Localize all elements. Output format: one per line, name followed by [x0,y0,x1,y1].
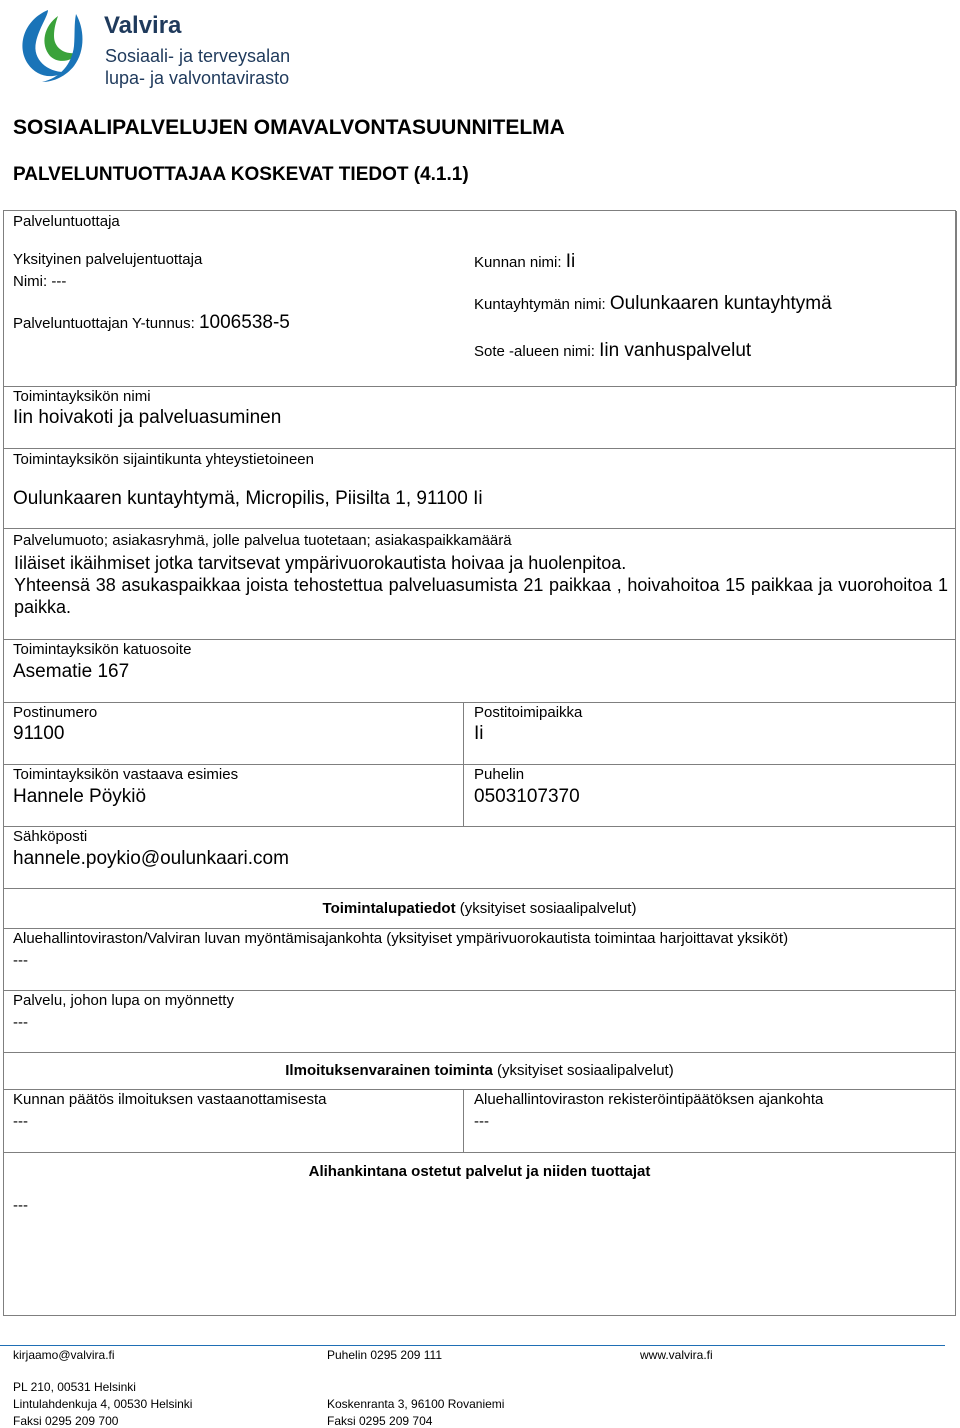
city-value: Ii [474,723,484,744]
municipal-decision-value: --- [13,1113,28,1130]
licence-heading-rest: (yksityiset sosiaalipalvelut) [455,900,637,917]
divider [4,990,955,991]
sote-label: Sote -alueen nimi: [474,343,595,360]
unit-service-line-1: Iiläiset ikäihmiset jotka tarvitsevat ympärivuorokautista hoivaa ja huolenpitoa. [14,553,627,573]
postal-code-value: 91100 [13,723,65,744]
document-subtitle: PALVELUNTUOTTAJAA KOSKEVAT TIEDOT (4.1.1) [13,164,469,185]
unit-service-description [14,552,948,618]
city-label: Postitoimipaikka [474,704,583,721]
manager-label: Toimintayksikön vastaava esimies [13,766,239,783]
sote-row [474,340,751,362]
divider [4,928,955,929]
sote-value: Iin vanhuspalvelut [599,340,752,361]
postal-code-label: Postinumero [13,704,98,721]
divider [956,211,957,386]
provider-section-label: Palveluntuottaja [13,213,120,230]
manager-value: Hannele Pöykiö [13,786,147,807]
logo-name: Valvira [104,12,182,39]
divider [463,702,464,826]
divider [4,386,955,387]
unit-service-line-2: Yhteensä 38 asukaspaikkaa joista tehostettua palveluasumista 21 paikkaa , hoivahoitoa 15 paikkaa ja vuorohoitoa 1 paikka. [14,575,948,617]
kunta-label: Kunnan nimi: [474,254,562,271]
valvira-logo [14,6,314,90]
footer-email: kirjaamo@valvira.fi [13,1348,115,1362]
unit-location-value: Oulunkaaren kuntayhtymä, Micropilis, Piisilta 1, 91100 Ii [13,488,483,509]
footer-address-1: PL 210, 00531 Helsinki [13,1380,136,1394]
divider [4,448,955,449]
logo-tagline-2: lupa- ja valvontavirasto [105,68,290,88]
licence-heading-bold: Toimintalupatiedot [322,900,456,917]
provider-form [3,210,956,1316]
divider [4,1052,955,1053]
divider [463,1089,464,1152]
divider [4,826,955,827]
subcontract-heading: Alihankintana ostetut palvelut ja niiden tuottajat [308,1163,651,1180]
footer-phone: Puhelin 0295 209 111 [327,1348,442,1362]
licence-date-label: Aluehallintoviraston/Valviran luvan myöntämisajankohta (yksityiset ympärivuorokautista toimintaa harjoittavat yksiköt) [13,930,789,947]
unit-address-label: Toimintayksikön katuosoite [13,641,192,658]
provider-ytunnus-value: 1006538-5 [198,312,290,333]
kunta-row [474,251,575,273]
unit-name-label: Toimintayksikön nimi [13,388,151,405]
phone-value: 0503107370 [474,786,580,807]
footer-web: www.valvira.fi [640,1348,713,1362]
provider-ytunnus-row [13,312,290,334]
provider-name-value: --- [51,273,67,290]
avi-registration-value: --- [474,1113,489,1130]
divider [4,702,955,703]
kuntayhtyma-label: Kuntayhtymän nimi: [474,296,606,313]
unit-location-label: Toimintayksikön sijaintikunta yhteystietoineen [13,451,314,468]
avi-registration-label: Aluehallintoviraston rekisteröintipäätöksen ajankohta [474,1091,824,1108]
licence-heading [4,900,955,917]
divider [4,639,955,640]
provider-ytunnus-label: Palveluntuottajan Y-tunnus: [13,315,195,332]
divider [4,1089,955,1090]
footer-divider [0,1345,945,1346]
kuntayhtyma-row [474,293,832,315]
logo-tagline-1: Sosiaali- ja terveysalan [105,46,291,66]
notice-heading-rest: (yksityiset sosiaalipalvelut) [492,1062,674,1079]
divider [4,888,955,889]
licence-service-label: Palvelu, johon lupa on myönnetty [13,992,234,1009]
email-value: hannele.poykio@oulunkaari.com [13,848,289,869]
footer-fax-1: Faksi 0295 209 700 [13,1414,119,1428]
provider-type: Yksityinen palvelujentuottaja [13,251,203,268]
kunta-value: Ii [565,251,576,272]
phone-label: Puhelin [474,766,525,783]
unit-name-value: Iin hoivakoti ja palveluasuminen [13,407,282,428]
document-title: SOSIAALIPALVELUJEN OMAVALVONTASUUNNITELMA [13,116,565,139]
kuntayhtyma-value: Oulunkaaren kuntayhtymä [609,293,832,314]
notice-heading [4,1062,955,1079]
email-label: Sähköposti [13,828,88,845]
unit-service-label: Palvelumuoto; asiakasryhmä, jolle palvelua tuotetaan; asiakaspaikkamäärä [13,532,512,549]
licence-service-value: --- [13,1014,28,1031]
subcontract-value: --- [13,1197,28,1214]
licence-date-value: --- [13,952,28,969]
divider [4,1152,955,1153]
divider [4,528,955,529]
provider-name-label: Nimi: [13,273,48,290]
footer-address-3: Koskenranta 3, 96100 Rovaniemi [327,1397,505,1411]
provider-name-row [13,273,66,290]
footer-address-2: Lintulahdenkuja 4, 00530 Helsinki [13,1397,193,1411]
valvira-emblem-icon [14,6,94,86]
municipal-decision-label: Kunnan päätös ilmoituksen vastaanottamisesta [13,1091,327,1108]
footer-fax-2: Faksi 0295 209 704 [327,1414,433,1428]
notice-heading-bold: Ilmoituksenvarainen toiminta [285,1062,493,1079]
unit-address-value: Asematie 167 [13,661,130,682]
divider [4,764,955,765]
